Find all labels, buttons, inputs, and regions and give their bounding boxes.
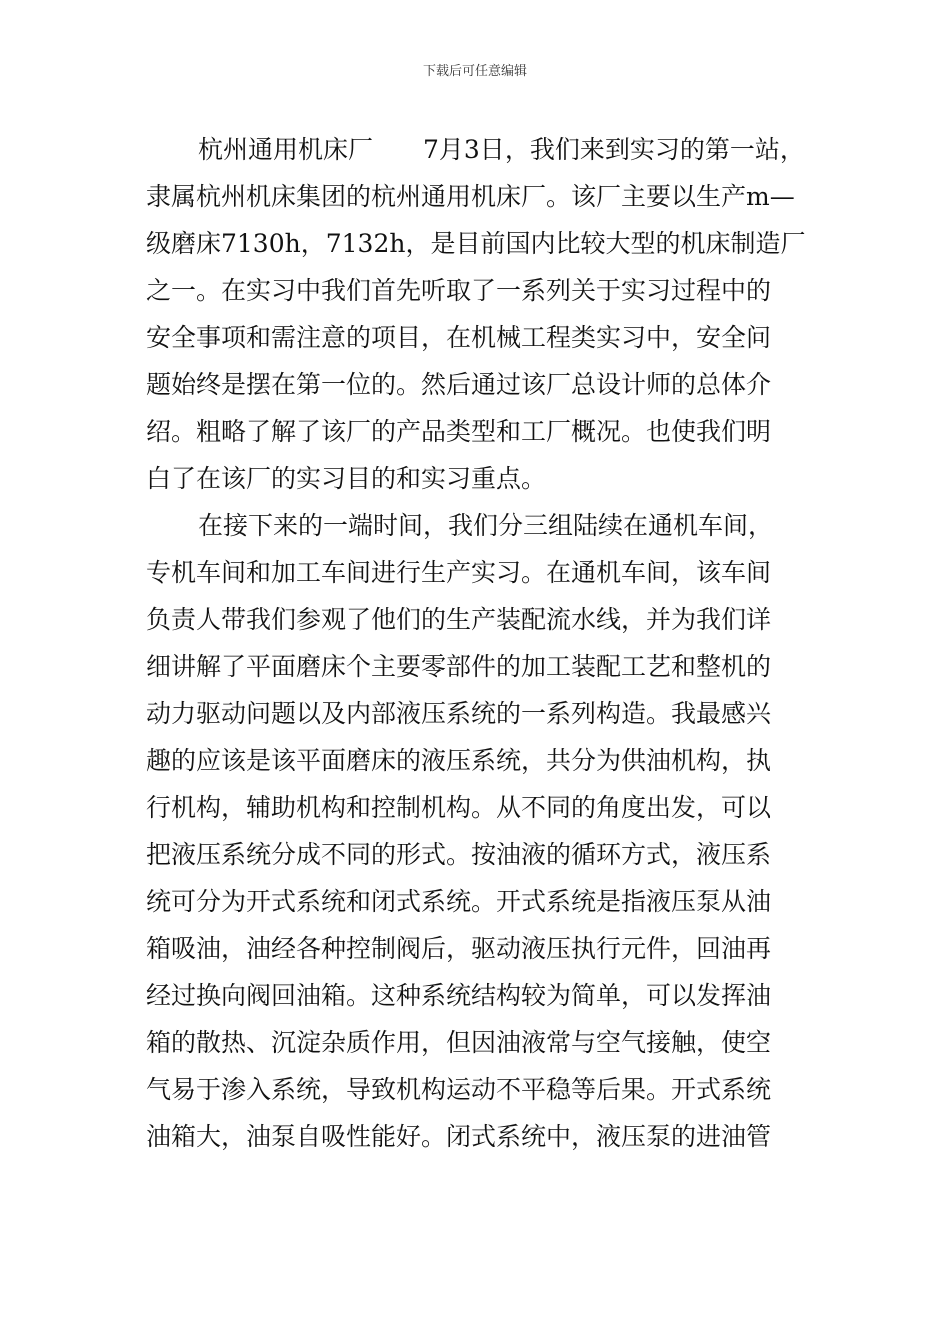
paragraph-line: 隶属杭州机床集团的杭州通用机床厂。该厂主要以生产m—	[146, 182, 795, 211]
paragraph-1	[146, 126, 816, 502]
paragraph-line: 杭州通用机床厂 7月3日，我们来到实习的第一站，	[198, 135, 805, 164]
paragraph-line: 白了在该厂的实习目的和实习重点。	[146, 464, 547, 493]
paragraph-line: 趣的应该是该平面磨床的液压系统，共分为供油机构，执	[146, 746, 772, 775]
paragraph-line: 细讲解了平面磨床个主要零部件的加工装配工艺和整机的	[146, 652, 772, 681]
paragraph-line: 题始终是摆在第一位的。然后通过该厂总设计师的总体介	[146, 370, 772, 399]
paragraph-line: 绍。粗略了解了该厂的产品类型和工厂概况。也使我们明	[146, 417, 772, 446]
paragraph-line: 安全事项和需注意的项目，在机械工程类实习中，安全问	[146, 323, 772, 352]
paragraph-line: 级磨床7130h，7132h，是目前国内比较大型的机床制造厂	[146, 229, 806, 258]
paragraph-line: 油箱大，油泵自吸性能好。闭式系统中，液压泵的进油管	[146, 1122, 772, 1151]
paragraph-line: 统可分为开式系统和闭式系统。开式系统是指液压泵从油	[146, 887, 772, 916]
paragraph-line: 在接下来的一端时间，我们分三组陆续在通机车间，	[198, 511, 774, 540]
paragraph-line: 箱吸油，油经各种控制阀后，驱动液压执行元件，回油再	[146, 934, 772, 963]
page-header: 下载后可任意编辑	[422, 64, 527, 79]
paragraph-line: 把液压系统分成不同的形式。按油液的循环方式，液压系	[146, 840, 772, 869]
paragraph-line: 之一。在实习中我们首先听取了一系列关于实习过程中的	[146, 276, 772, 305]
paragraph-line: 经过换向阀回油箱。这种系统结构较为简单，可以发挥油	[146, 981, 772, 1010]
paragraph-line: 行机构，辅助机构和控制机构。从不同的角度出发，可以	[146, 793, 772, 822]
document-body	[146, 126, 816, 1160]
paragraph-line: 负责人带我们参观了他们的生产装配流水线，并为我们详	[146, 605, 772, 634]
paragraph-2	[146, 502, 816, 1160]
paragraph-line: 动力驱动问题以及内部液压系统的一系列构造。我最感兴	[146, 699, 772, 728]
paragraph-line: 专机车间和加工车间进行生产实习。在通机车间，该车间	[146, 558, 772, 587]
paragraph-line: 箱的散热、沉淀杂质作用，但因油液常与空气接触，使空	[146, 1028, 772, 1057]
paragraph-line: 气易于渗入系统，导致机构运动不平稳等后果。开式系统	[146, 1075, 772, 1104]
